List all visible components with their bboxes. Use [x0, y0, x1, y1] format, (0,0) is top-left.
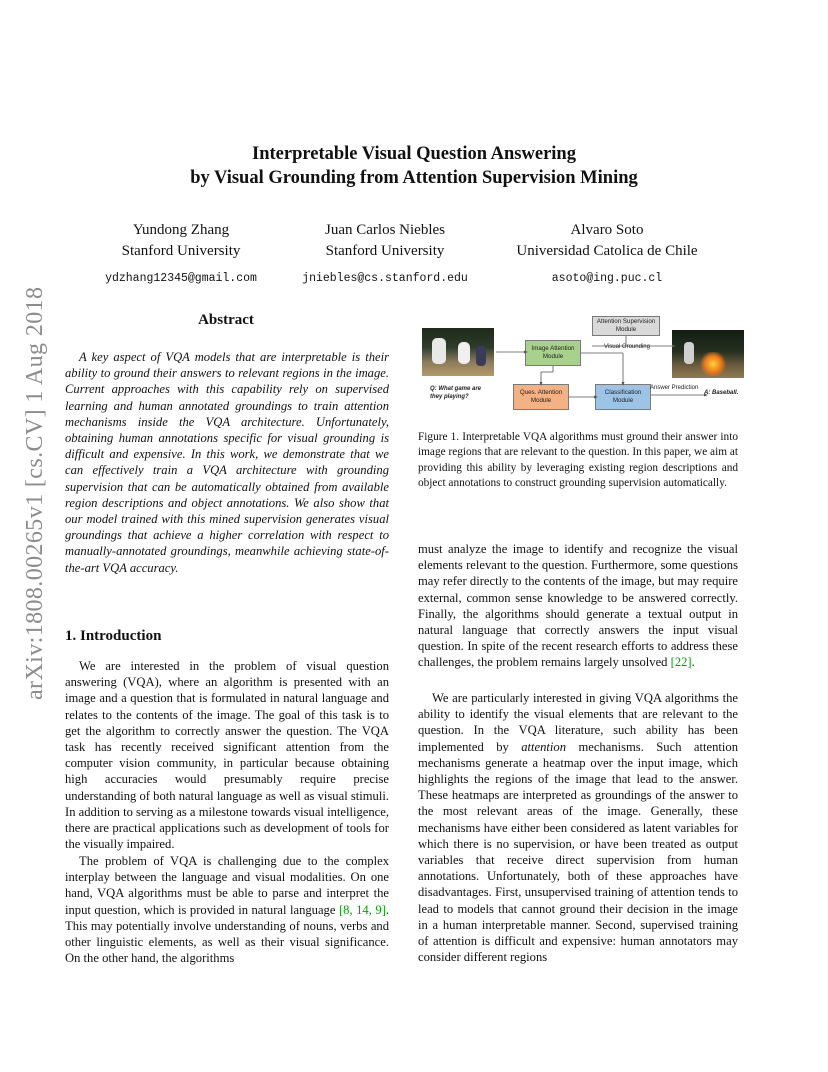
- author-affiliation: Stanford University: [325, 243, 445, 259]
- author-name: Yundong Zhang: [132, 222, 230, 238]
- right-paragraph-2: [418, 690, 738, 965]
- emphasis-text: attention: [521, 739, 567, 754]
- answer-label: A: Baseball.: [704, 390, 739, 396]
- author-block-2: [255, 220, 515, 289]
- author-name: Juan Carlos Niebles: [325, 222, 445, 238]
- paragraph-text: We are particularly interested in giving VQA algorithms the ability to identify the visual elements that are relevant to the question. In the VQA literature, such ability has been implemented by: [418, 691, 738, 754]
- right-paragraph-1: [418, 541, 738, 671]
- figure-caption: Figure 1. Interpretable VQA algorithms must ground their answer into image regions that are relevant to the question. In this paper, we aim at providing this ability by leveraging existing region descriptions and object annotations to construct grounding supervision automatically.: [418, 431, 738, 490]
- section-heading: 1. Introduction: [65, 628, 162, 644]
- ques-attention-box: Ques. Attention Module: [513, 384, 569, 410]
- paragraph-text: The problem of VQA is challenging due to the complex interplay between the language and visual modalities. On one hand, VQA algorithms must be able to parse and interpret the input question, which is provided in natural language: [65, 854, 389, 917]
- abstract-heading: Abstract: [198, 312, 254, 328]
- intro-paragraph-1: We are interested in the problem of visual question answering (VQA), where an algorithm is presented with an image and a question that is formulated in natural language and relates to the contents of the image. The goal of this task is to get the algorithm to correctly answer the question. The VQA task has recently received significant attention from the computer vision community, in particular because obtaining high accuracies would presumably require precise understanding of both natural language as well as visual stimuli. In addition to serving as a milestone towards visual intelligence, there are practical applications such as development of tools for the visually impaired.: [65, 659, 389, 852]
- question-text: Q: What game are they playing?: [430, 386, 482, 400]
- paper-title: [0, 142, 828, 190]
- author-affiliation: Universidad Catolica de Chile: [516, 243, 698, 259]
- visual-grounding-label: Visual Grounding: [604, 344, 650, 350]
- figure-arrows: [422, 316, 744, 422]
- paragraph-text: . This may potentially involve understanding of nouns, verbs and other linguistic elements, as well as their visual significance. On the other hand, the algorithms: [65, 902, 390, 966]
- title-line-1: Interpretable Visual Question Answering: [252, 144, 576, 164]
- author-name: Alvaro Soto: [570, 222, 644, 238]
- classification-box: Classification Module: [595, 384, 651, 410]
- paragraph-text: mechanisms. Such attention mechanisms generate a heatmap over the input image, which highlights the regions of the image that lead to the answer. These heatmaps are interpreted as groundings of the answer to the most relevant areas of the image. Generally, these mechanisms have either been considered as latent variables for which there is no supervision, or have been treated as output variables that receive direct supervision from human annotations. Unfortunately, both of these approaches have disadvantages. First, unsupervised training of attention tends to lead to models that cannot ground their decision in the image in a human interpretable manner. Second, supervised training of attention is difficult and expensive: human annotators may consider different regions: [418, 739, 738, 965]
- attention-supervision-box: Attention Supervision Module: [592, 316, 660, 336]
- author-email[interactable]: asoto@ing.puc.cl: [551, 272, 663, 285]
- question-label: [430, 386, 490, 401]
- abstract-text: A key aspect of VQA models that are interpretable is their ability to ground their answers to relevant regions in the image. Current approaches with this capability rely on supervised learning and human annotated groundings to train attention mechanisms inside the VQA architecture. Unfortunately, obtaining human annotations specific for visual grounding is difficult and expensive. In this work, we demonstrate that we can effectively train a VQA architecture with grounding supervision that can be automatically obtained from available region descriptions and object annotations. We also show that our model trained with this mined supervision generates visual groundings that achieve a higher correlation with respect to manually-annotated groundings, meanwhile achieving state-of-the-art VQA accuracy.: [65, 350, 389, 575]
- paragraph-text: .: [691, 655, 695, 670]
- author-email[interactable]: ydzhang12345@gmail.com: [105, 272, 257, 285]
- author-affiliation: Stanford University: [121, 243, 241, 259]
- citation-link[interactable]: [22]: [670, 655, 692, 670]
- citation-link[interactable]: [8, 14, 9]: [338, 902, 386, 917]
- intro-paragraph-2: [65, 853, 389, 966]
- answer-prediction-label: Answer Prediction: [650, 385, 699, 391]
- author-block-3: [477, 220, 737, 289]
- title-line-2: by Visual Grounding from Attention Supervision Mining: [190, 168, 638, 188]
- paragraph-text: must analyze the image to identify and recognize the visual elements relevant to the question. Furthermore, some questions may refer directly to the contents of the image, but may require external, common sense knowledge to be answered correctly. Finally, the algorithms should generate a textual output in natural language that correctly answers the input visual question. In spite of the recent research efforts to address these challenges, the problem remains largely unsolved: [418, 542, 738, 670]
- author-email[interactable]: jniebles@cs.stanford.edu: [302, 272, 468, 285]
- image-attention-box: Image Attention Module: [525, 340, 581, 366]
- figure-1: [422, 316, 744, 422]
- arxiv-id-text: arXiv:1808.00265v1 [cs.CV] 1 Aug 2018: [22, 286, 48, 700]
